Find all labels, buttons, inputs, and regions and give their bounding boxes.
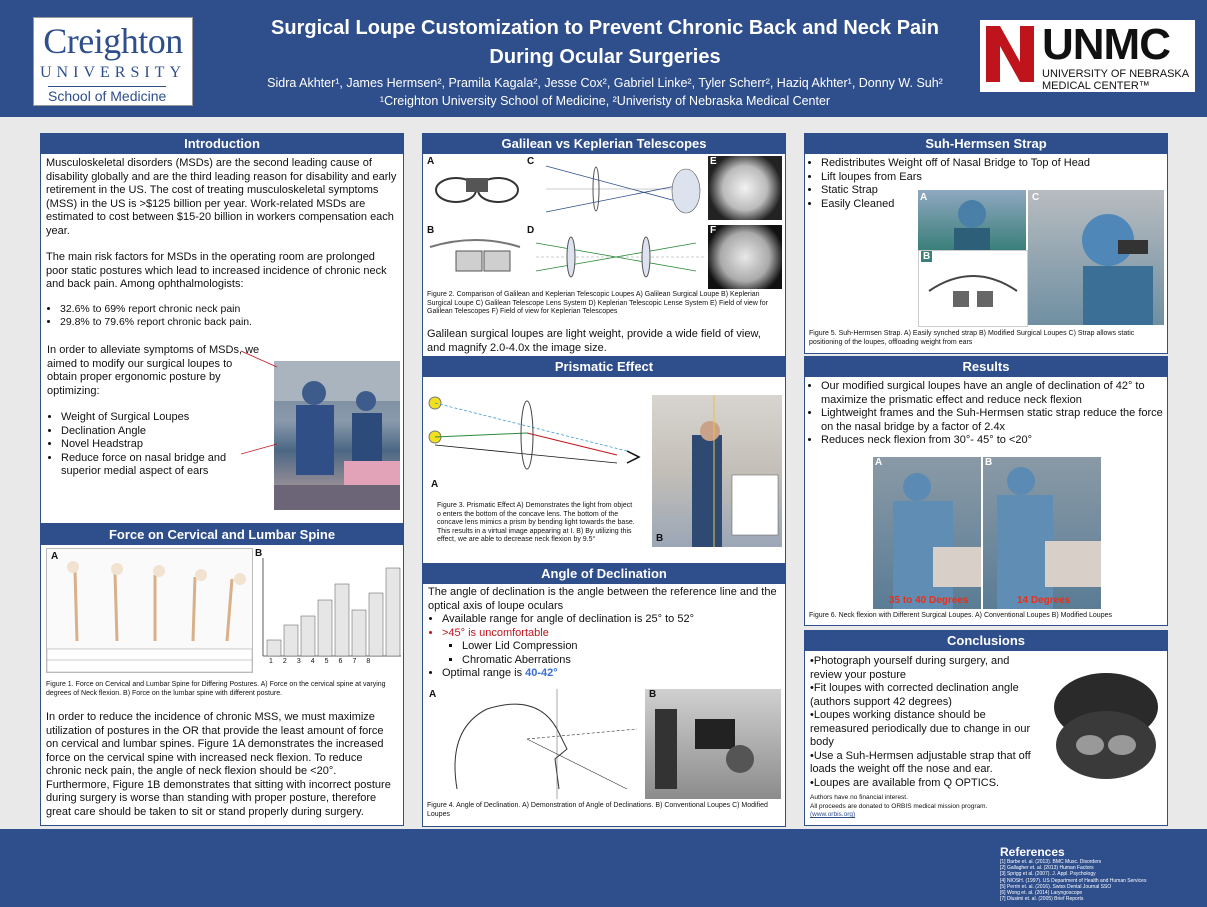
prismatic-photo-art — [652, 395, 782, 547]
strap-photo-b — [918, 250, 1028, 327]
creighton-logo — [33, 17, 193, 106]
conclusion-item: •Photograph yourself during surgery, and review your posture — [810, 655, 1010, 681]
loupe-case-photo — [1050, 667, 1162, 785]
strap-bullet: • Static Strap — [821, 184, 1167, 198]
reference-item: [5] Perrin et. al. (2016). Swiss Dental Journal SSO — [1000, 883, 1112, 890]
keplerian-loupe-photo — [426, 225, 524, 289]
surgeon-photo — [274, 361, 400, 510]
declination-uncomfortable: • >45° is uncomfortable — [442, 627, 780, 641]
fig3-b-label: B — [656, 533, 664, 544]
prismatic-panel — [422, 356, 786, 565]
galilean-fov — [708, 156, 782, 220]
optimal-prefix: Optimal range is — [442, 667, 526, 679]
disclosure-note: Authors have no financial interest. — [810, 794, 908, 801]
lumbar-chart — [253, 548, 401, 671]
conclusion-item: •Use a Suh-Hermsen adjustable strap that off loads the weight off the nose and ear. — [810, 749, 1031, 775]
bar-num: 7 — [352, 658, 357, 665]
reference-item: [2] Gallagher et. al. (2013) Human Factors — [1000, 865, 1094, 872]
telescope-panel — [422, 133, 786, 358]
strap-b-art — [919, 251, 1027, 326]
references-heading: References — [1000, 845, 1065, 859]
conclusions-panel — [804, 630, 1168, 826]
fig2-caption: Figure 2. Comparison of Galilean and Keplerian Telescopic Loupes A) Galilean Surgical Loupe B) Keplerian Surgical Loupe C) Galilean Telescope Lens System D) Keplerian Telescopic Lense System E) Field of view for Galilean Telescopes F) Field of view for Keplerian Telescopes — [427, 291, 768, 315]
declination-photo — [645, 689, 781, 799]
cervical-figure — [46, 548, 253, 673]
conclusions-heading: Conclusions — [805, 631, 1167, 651]
references-list — [1000, 859, 1146, 902]
fig5-caption: Figure 5. Suh-Hermsen Strap. A) Easily synched strap B) Modified Surgical Loupes C) Strap allows static positioning of the loupes, offloading weight from ears — [809, 330, 1135, 346]
keplerian-diagram — [526, 225, 706, 289]
galilean-diagram — [526, 156, 706, 222]
fig2-b-label: B — [427, 225, 435, 236]
reference-item: [3] Sprigg et al. (2007). J. Appl. Psychology — [1000, 871, 1096, 878]
intro-heading: Introduction — [41, 134, 403, 154]
fig2-c-label: C — [527, 156, 535, 167]
glasses-art — [426, 156, 524, 222]
fig6-caption: Figure 6. Neck flexion with Different Surgical Loupes. A) Conventional Loupes B) Modified Loupes — [809, 612, 1112, 619]
intro-p3: In order to alleviate symptoms of MSDs, we aimed to modify our surgical loupes to obtain proper ergonomic posture by optimizing: — [47, 344, 260, 397]
skeleton-figure — [47, 549, 252, 672]
conclusions-list — [810, 655, 1042, 790]
keplerian-ray-art — [526, 225, 706, 289]
declination-heading: Angle of Declination — [423, 564, 785, 584]
conclusion-item: •Loupes working distance should be remeasured periodically due to change in our body — [810, 709, 1031, 748]
factor-nasal: • Reduce force on nasal bridge and superior medial aspect of ears — [61, 452, 262, 479]
telescope-body: Galilean surgical loupes are light weight, provide a wide field of view, and magnify 2.0-4.0x the image size. — [427, 328, 761, 354]
intro-body — [41, 154, 403, 329]
reference-item: [1] Barbe et. al. (2013). BMC Musc. Disorders — [1000, 859, 1102, 865]
fig2-f-label: F — [710, 225, 717, 236]
lumbar-bars — [253, 548, 401, 671]
result-bullet: • Our modified surgical loupes have an angle of declination of 42° to maximize the prismatic effect and reduce neck flexion — [821, 380, 1167, 407]
conclusion-item: •Loupes are available from Q OPTICS. — [810, 776, 1000, 789]
chromatic-item: ▪ Chromatic Aberrations — [462, 654, 780, 668]
result-bullet: • Lightweight frames and the Suh-Hermsen static strap reduce the force on the nasal bridge by a factor of 2.4x — [821, 407, 1167, 434]
unmc-subtitle — [1042, 68, 1189, 92]
loupe-photo-art — [645, 689, 781, 799]
strap-bullet: • Redistributes Weight off of Nasal Bridge to Top of Head — [821, 157, 1167, 171]
strap-photo-c — [1028, 190, 1164, 325]
prism-ray-art — [427, 381, 649, 497]
intro-p2: The main risk factors for MSDs in the operating room are prolonged poor static postures which lead to increased incidence of chronic neck and back pain. Among ophthalmologists: — [46, 251, 387, 290]
neck-flexion-a: 35 to 40 Degrees — [889, 595, 969, 606]
fig6-a-label: A — [875, 457, 883, 468]
factor-declination: • Declination Angle — [61, 425, 262, 439]
logo-university-text: UNIVERSITY — [40, 64, 186, 81]
strap-heading: Suh-Hermsen Strap — [805, 134, 1167, 154]
title-line2: During Ocular Surgeries — [489, 46, 721, 68]
fig3-a-label: A — [431, 479, 439, 490]
fig1-caption: Figure 1. Force on Cervical and Lumbar Spine for Differing Postures. A) Force on the cervical spine at varying degrees of Neck flexion. B) Force on the lumbar spine with different posture. — [46, 681, 386, 697]
results-photo-a — [873, 457, 981, 609]
fig2-a-label: A — [427, 156, 435, 167]
bar-num: 1 — [269, 658, 273, 665]
declination-range: • Available range for angle of declination is 25° to 52° — [442, 613, 780, 627]
logo-school-text: School of Medicine — [48, 88, 167, 104]
lower-lid-item: ▪ Lower Lid Compression — [462, 640, 780, 654]
force-panel — [40, 524, 404, 826]
surgeon-photo-art — [274, 361, 400, 510]
result-bullet: • Reduces neck flexion from 30°- 45° to <20° — [821, 434, 1167, 448]
fig2-d-label: D — [527, 225, 535, 236]
fig5-b-label: B — [923, 251, 931, 262]
intro-panel — [40, 133, 404, 524]
authors — [210, 74, 1000, 110]
declination-panel — [422, 563, 786, 827]
keplerian-fov — [708, 225, 782, 289]
fig3-caption: Figure 3. Prismatic Effect A) Demonstrates the light from object o enters the bottom of the concave lens. The bottom of the concave lens mimics a prism by bending light towards the base. This results in a virtual image appearing at I. B) By utilizing this effect, we are able to decrease neck flexion by 9.5° — [437, 502, 635, 543]
fig4-caption: Figure 4. Angle of Declination. A) Demonstration of Angle of Declinations. B) Conventional Loupes C) Modified Loupes — [427, 802, 768, 818]
declination-definition: The angle of declination is the angle between the reference line and the optical axis of loupe oculars — [428, 586, 777, 612]
unmc-n-icon — [984, 24, 1036, 84]
bar-num: 6 — [338, 658, 343, 665]
neck-flexion-b: 14 Degrees — [1017, 595, 1071, 606]
bar-num: 8 — [366, 658, 371, 665]
results-b-art — [983, 457, 1101, 609]
bar-num: 3 — [296, 658, 301, 665]
bar-num: 4 — [310, 658, 315, 665]
donation-note: All proceeds are donated to ORBIS medical mission program. — [810, 802, 988, 810]
unmc-sub2: MEDICAL CENTER™ — [1042, 80, 1150, 92]
logo-creighton-text: Creighton — [43, 21, 183, 61]
bar-number-row — [269, 658, 370, 665]
conclusion-item: •Fit loupes with corrected declination angle (authors support 42 degrees) — [810, 682, 1019, 708]
author-list: Sidra Akhter¹, James Hermsen², Pramila Kagala², Jesse Cox², Gabriel Linke², Tyler Scherr², Haziq Akhter¹, Donny W. Suh² — [267, 76, 943, 90]
affiliations: ¹Creighton University School of Medicine, ²Univeristy of Nebraska Medical Center — [379, 94, 831, 108]
reference-item: [4] NIOSH. (1997). US Department of Health and Human Services — [1000, 877, 1147, 884]
intro-optimize — [47, 344, 262, 479]
fig1-b-label: B — [255, 548, 263, 559]
title-line1: Surgical Loupe Customization to Prevent Chronic Back and Neck Pain — [271, 17, 939, 39]
fig5-c-label: C — [1032, 192, 1040, 203]
galilean-ray-art — [526, 156, 706, 222]
stat-neck: • 32.6% to 69% report chronic neck pain — [60, 303, 398, 316]
reference-item: [6] Wong et. al. (2014) Laryngoscope — [1000, 890, 1083, 897]
prismatic-diagram — [427, 381, 649, 497]
head-profile-art — [427, 689, 643, 799]
strap-a-art — [918, 190, 1026, 250]
strap-c-art — [1028, 190, 1164, 325]
strap-panel — [804, 133, 1168, 354]
results-panel — [804, 356, 1168, 626]
fig2-e-label: E — [710, 156, 717, 167]
prismatic-photo — [652, 395, 782, 547]
intro-p1: Musculoskeletal disorders (MSDs) are the second leading cause of disability globally and are the third leading reason for disability and early retirement in the US. The cost of treating musculoskeletal symptoms (MSS) in the US is >$125 billion per year. Work-related MSDs are estimated to cost between $15-20 billion in workers compensation each year. — [46, 157, 397, 237]
results-a-art — [873, 457, 981, 609]
stat-back: • 29.8% to 79.6% report chronic back pain. — [60, 316, 398, 329]
force-body: In order to reduce the incidence of chronic MSS, we must maximize utilization of postures in the OR that provide the least amount of force on cervical and lumbar spines. Figure 1A demonstrates the increased force on the cervical spine with increased neck flexion. To reduce chronic neck pain, the angle of neck flexion should be <20°. Furthermore, Figure 1B demonstrates that sitting with incorrect posture during surgery is worse than standing with proper posture, therefore great care should be taken to sit or stand properly during surgery. — [46, 711, 391, 818]
factor-headstrap: • Novel Headstrap — [61, 438, 262, 452]
unmc-text: UNMC — [1042, 20, 1170, 69]
optimal-range — [442, 667, 780, 681]
orbis-link[interactable]: (www.orbis.org) — [810, 811, 856, 818]
results-heading: Results — [805, 357, 1167, 377]
conclusions-notes — [810, 794, 1050, 820]
results-photo-b — [983, 457, 1101, 609]
strap-photo-a — [918, 190, 1026, 250]
reference-item: [7] Dlusimi et. al. (2005) Brief Reports — [1000, 896, 1084, 903]
fig5-a-label: A — [920, 192, 928, 203]
fig1-a-label: A — [51, 551, 59, 562]
galilean-loupe-photo — [426, 156, 524, 222]
unmc-sub1: UNIVERSITY OF NEBRASKA — [1042, 68, 1190, 80]
strap-bullet: • Lift loupes from Ears — [821, 171, 1167, 185]
bar-num: 2 — [282, 658, 287, 665]
factor-weight: • Weight of Surgical Loupes — [61, 411, 262, 425]
declination-diagram — [427, 689, 643, 799]
optimal-value: 40-42° — [525, 667, 558, 679]
declination-body — [423, 584, 785, 681]
force-heading: Force on Cervical and Lumbar Spine — [41, 525, 403, 545]
bar-num: 5 — [324, 658, 329, 665]
strap-bullet: • Easily Cleaned — [821, 198, 1167, 212]
poster-title — [210, 14, 1000, 72]
telescope-heading: Galilean vs Keplerian Telescopes — [423, 134, 785, 154]
fig4-a-label: A — [429, 689, 437, 700]
results-bullets — [805, 380, 1167, 448]
pointer-lines — [241, 349, 281, 459]
fig4-b-label: B — [649, 689, 657, 700]
loupe-case-art — [1050, 667, 1162, 785]
unmc-logo — [980, 20, 1195, 92]
fig6-b-label: B — [985, 457, 993, 468]
keplerian-art — [426, 225, 524, 289]
prismatic-heading: Prismatic Effect — [423, 357, 785, 377]
